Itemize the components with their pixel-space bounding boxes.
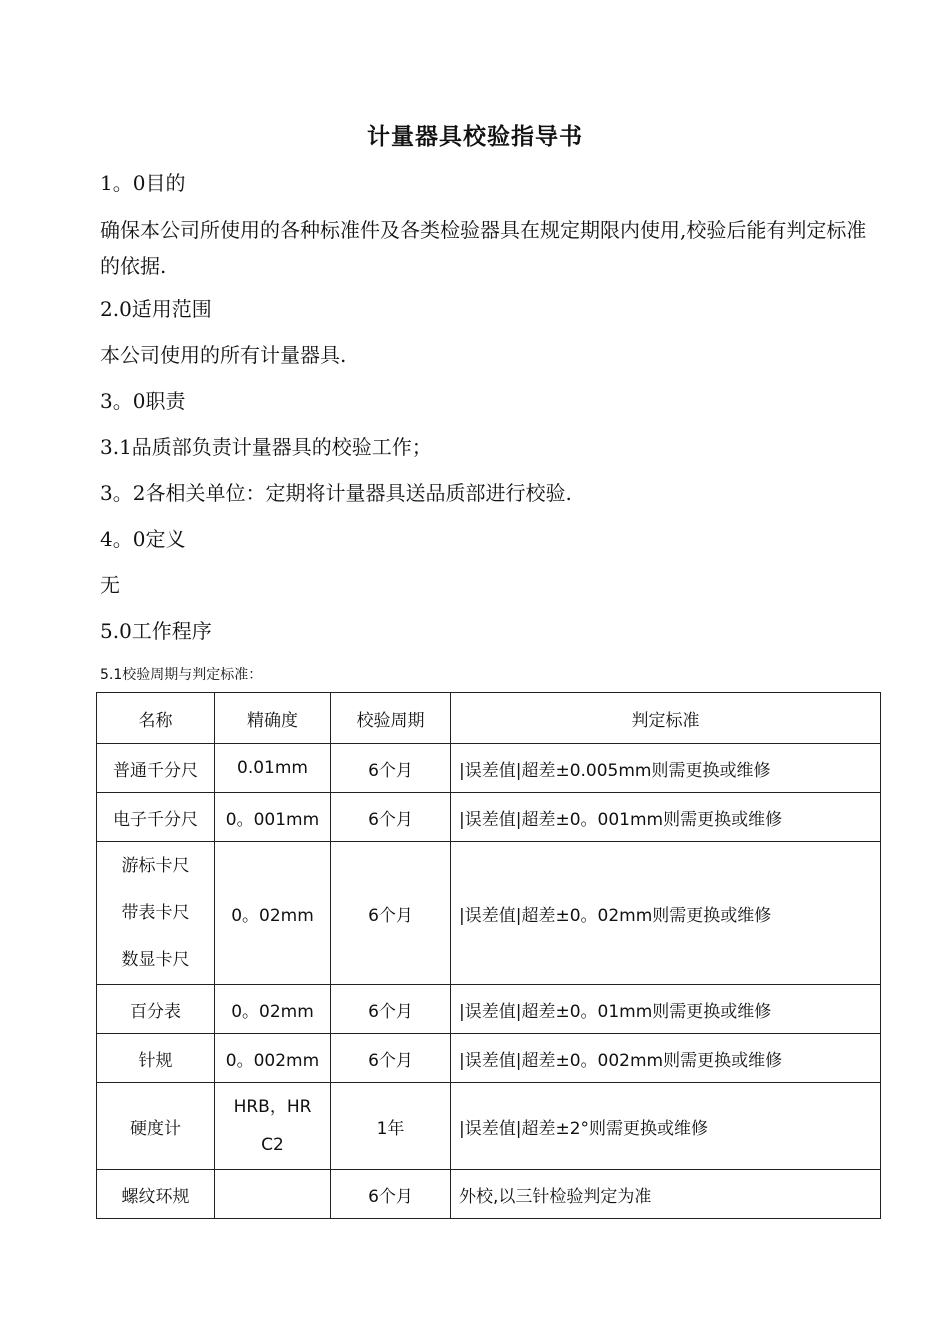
table-row [97,1083,881,1170]
cell-cycle: 6个月 [331,793,451,842]
table-row [97,1170,881,1219]
cell-precision: 0。002mm [215,1034,331,1083]
calibration-table [96,692,881,1219]
cell-criterion: |误差值|超差±0.005mm则需更换或维修 [451,744,881,793]
cell-criterion: |误差值|超差±0。002mm则需更换或维修 [451,1034,881,1083]
cell-name: 百分表 [97,985,215,1034]
document-title: 计量器具校验指导书 [367,124,583,150]
section-3-item-1: 3.1品质部负责计量器具的校验工作； [100,435,432,459]
table-caption: 5.1校验周期与判定标准： [100,667,263,683]
section-3-heading: 3。0职责 [100,389,186,413]
header-name: 名称 [97,693,215,744]
header-precision: 精确度 [215,693,331,744]
cell-criterion: |误差值|超差±0。01mm则需更换或维修 [451,985,881,1034]
cell-precision: 0。02mm [215,985,331,1034]
section-2-heading: 2.0适用范围 [100,297,212,321]
cell-precision [215,1170,331,1219]
cell-name: 普通千分尺 [97,744,215,793]
cell-cycle: 6个月 [331,985,451,1034]
section-1-heading: 1。0目的 [100,171,186,195]
cell-precision-line: C2 [261,1135,284,1155]
table-row [97,842,881,985]
table-row [97,985,881,1034]
cell-name-line: 带表卡尺 [121,902,190,923]
cell-cycle: 6个月 [331,744,451,793]
cell-criterion: 外校,以三针检验判定为准 [451,1170,881,1219]
table-row [97,1034,881,1083]
cell-name [97,842,215,985]
cell-precision-line: HRB，HR [233,1097,312,1117]
cell-cycle: 1年 [331,1083,451,1170]
cell-precision [215,1083,331,1170]
cell-name-line: 游标卡尺 [121,855,190,876]
section-4-body: 无 [100,573,120,597]
cell-cycle: 6个月 [331,1034,451,1083]
section-4-heading: 4。0定义 [100,527,186,551]
cell-criterion: |误差值|超差±2°则需更换或维修 [451,1083,881,1170]
cell-precision: 0.01mm [215,744,331,793]
cell-name-line: 数显卡尺 [121,949,190,970]
table-header-row [97,693,881,744]
cell-name: 电子千分尺 [97,793,215,842]
table-row [97,793,881,842]
cell-criterion: |误差值|超差±0。02mm则需更换或维修 [451,842,881,985]
cell-cycle: 6个月 [331,1170,451,1219]
header-cycle: 校验周期 [331,693,451,744]
cell-precision: 0。02mm [215,842,331,985]
cell-cycle: 6个月 [331,842,451,985]
table-row [97,744,881,793]
section-2-body: 本公司使用的所有计量器具. [100,343,347,367]
section-1-body: 确保本公司所使用的各种标准件及各类检验器具在规定期限内使用,校验后能有判定标准的依据. [100,218,867,278]
cell-precision: 0。001mm [215,793,331,842]
cell-criterion: |误差值|超差±0。001mm则需更换或维修 [451,793,881,842]
cell-name: 硬度计 [97,1083,215,1170]
header-criterion: 判定标准 [451,693,881,744]
cell-name: 针规 [97,1034,215,1083]
cell-name: 螺纹环规 [97,1170,215,1219]
section-3-item-2: 3。2各相关单位：定期将计量器具送品质部进行校验. [100,481,572,505]
section-5-heading: 5.0工作程序 [100,619,212,643]
